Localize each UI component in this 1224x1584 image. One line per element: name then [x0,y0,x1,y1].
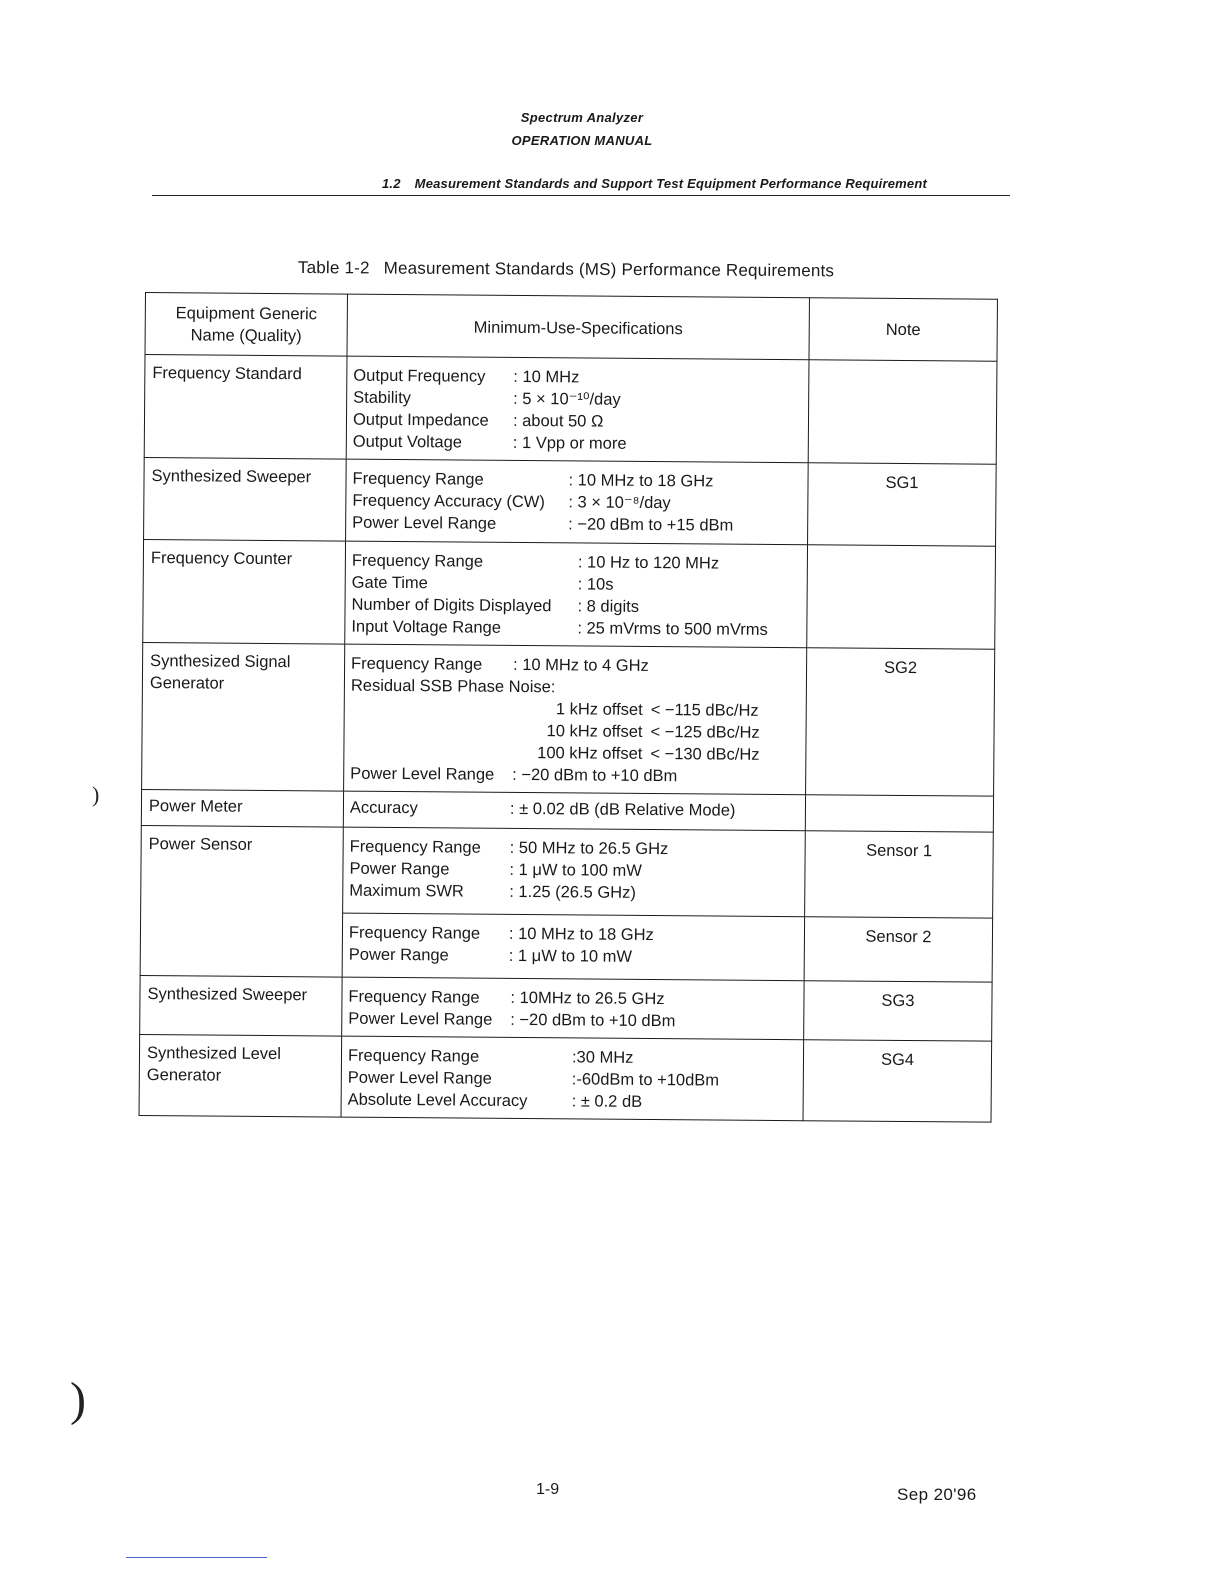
note-cell [808,360,997,464]
header-equipment: Equipment Generic Name (Quality) [145,293,347,357]
table-row [139,1034,992,1122]
margin-paren-mark: ) [92,782,100,807]
section-heading [382,176,927,191]
equipment-name: Frequency Standard [144,355,347,460]
equipment-name: Power Sensor [140,825,343,977]
table-row [144,355,997,465]
equipment-name: Synthesized Signal Generator [142,642,345,791]
manual-subtitle: OPERATION MANUAL [511,133,653,148]
spec-cell: Accuracy : ± 0.02 dB (dB Relative Mode) [343,791,805,831]
spec-cell: Frequency Range : 10MHz to 26.5 GHz Power Level Range : −20 dBm to +10 dBm [342,977,804,1040]
note-cell [807,545,996,649]
equipment-name: Synthesized Sweeper [144,457,347,541]
header-note: Note [809,298,997,361]
note-cell: SG3 [804,981,992,1041]
manual-title: Spectrum Analyzer [520,110,644,125]
table-caption [298,258,834,281]
requirements-table-wrapper [139,292,997,1123]
spec-cell: Frequency Range :30 MHz Power Level Range :-60dBm to +10dBm Absolute Level Accuracy : ± 0.2 dB [341,1036,804,1121]
equipment-name: Synthesized Sweeper [140,975,342,1036]
note-cell: Sensor 2 [804,917,992,982]
spec-cell: Frequency Range : 10 MHz to 18 GHz Frequency Accuracy (CW) : 3 × 10⁻⁸/day Power Level Range : −20 dBm to +15 dBm [346,459,809,545]
section-number: 1.2 [382,176,401,191]
spec-cell: Output Frequency : 10 MHz Stability : 5 × 10⁻¹⁰/day Output Impedance : about 50 Ω Output Voltage : 1 Vpp or more [346,356,809,463]
table-caption-text: Measurement Standards (MS) Performance Requirements [383,258,835,281]
spec-cell: Frequency Range : 50 MHz to 26.5 GHz Power Range : 1 μW to 100 mW Maximum SWR : 1.25 (26.5 GHz) [343,827,806,917]
revision-date: Sep 20'96 [897,1485,977,1504]
page-number: 1-9 [536,1481,560,1498]
note-cell: SG2 [806,648,995,796]
table-label: Table 1-2 [297,258,370,278]
table-row [143,539,996,649]
bottom-paren-mark: ) [70,1373,86,1426]
table-row [142,642,995,796]
spec-cell: Frequency Range : 10 MHz to 4 GHz Residual SSB Phase Noise: 1 kHz offset < −115 dBc/Hz 10 kHz offset < −125 dBc/Hz 100 kHz offset < −130 dBc/Hz Power Level Range : −20 dBm to +10 dBm [344,644,807,795]
section-rule [152,195,1010,196]
section-title: Measurement Standards and Support Test Equipment Performance Requirement [414,176,928,191]
spec-cell: Frequency Range : 10 Hz to 120 MHz Gate Time : 10s Number of Digits Displayed : 8 digits Input Voltage Range : 25 mVrms to 500 mVrms [345,541,808,648]
note-cell [805,795,993,832]
equipment-name: Synthesized Level Generator [139,1034,342,1117]
equipment-name: Frequency Counter [143,539,346,644]
equipment-name: Power Meter [141,789,343,827]
spec-cell: Frequency Range : 10 MHz to 18 GHz Power Range : 1 μW to 10 mW [342,913,804,981]
header-specs: Minimum-Use-Specifications [347,294,809,360]
note-cell: Sensor 1 [805,831,994,918]
note-cell: SG4 [803,1040,992,1122]
bottom-link-underline [126,1557,267,1558]
table-row [144,457,997,546]
requirements-table [139,292,998,1123]
table-row [141,825,994,918]
table-row [140,975,992,1041]
table-header-row [145,293,997,362]
note-cell: SG1 [808,463,997,546]
